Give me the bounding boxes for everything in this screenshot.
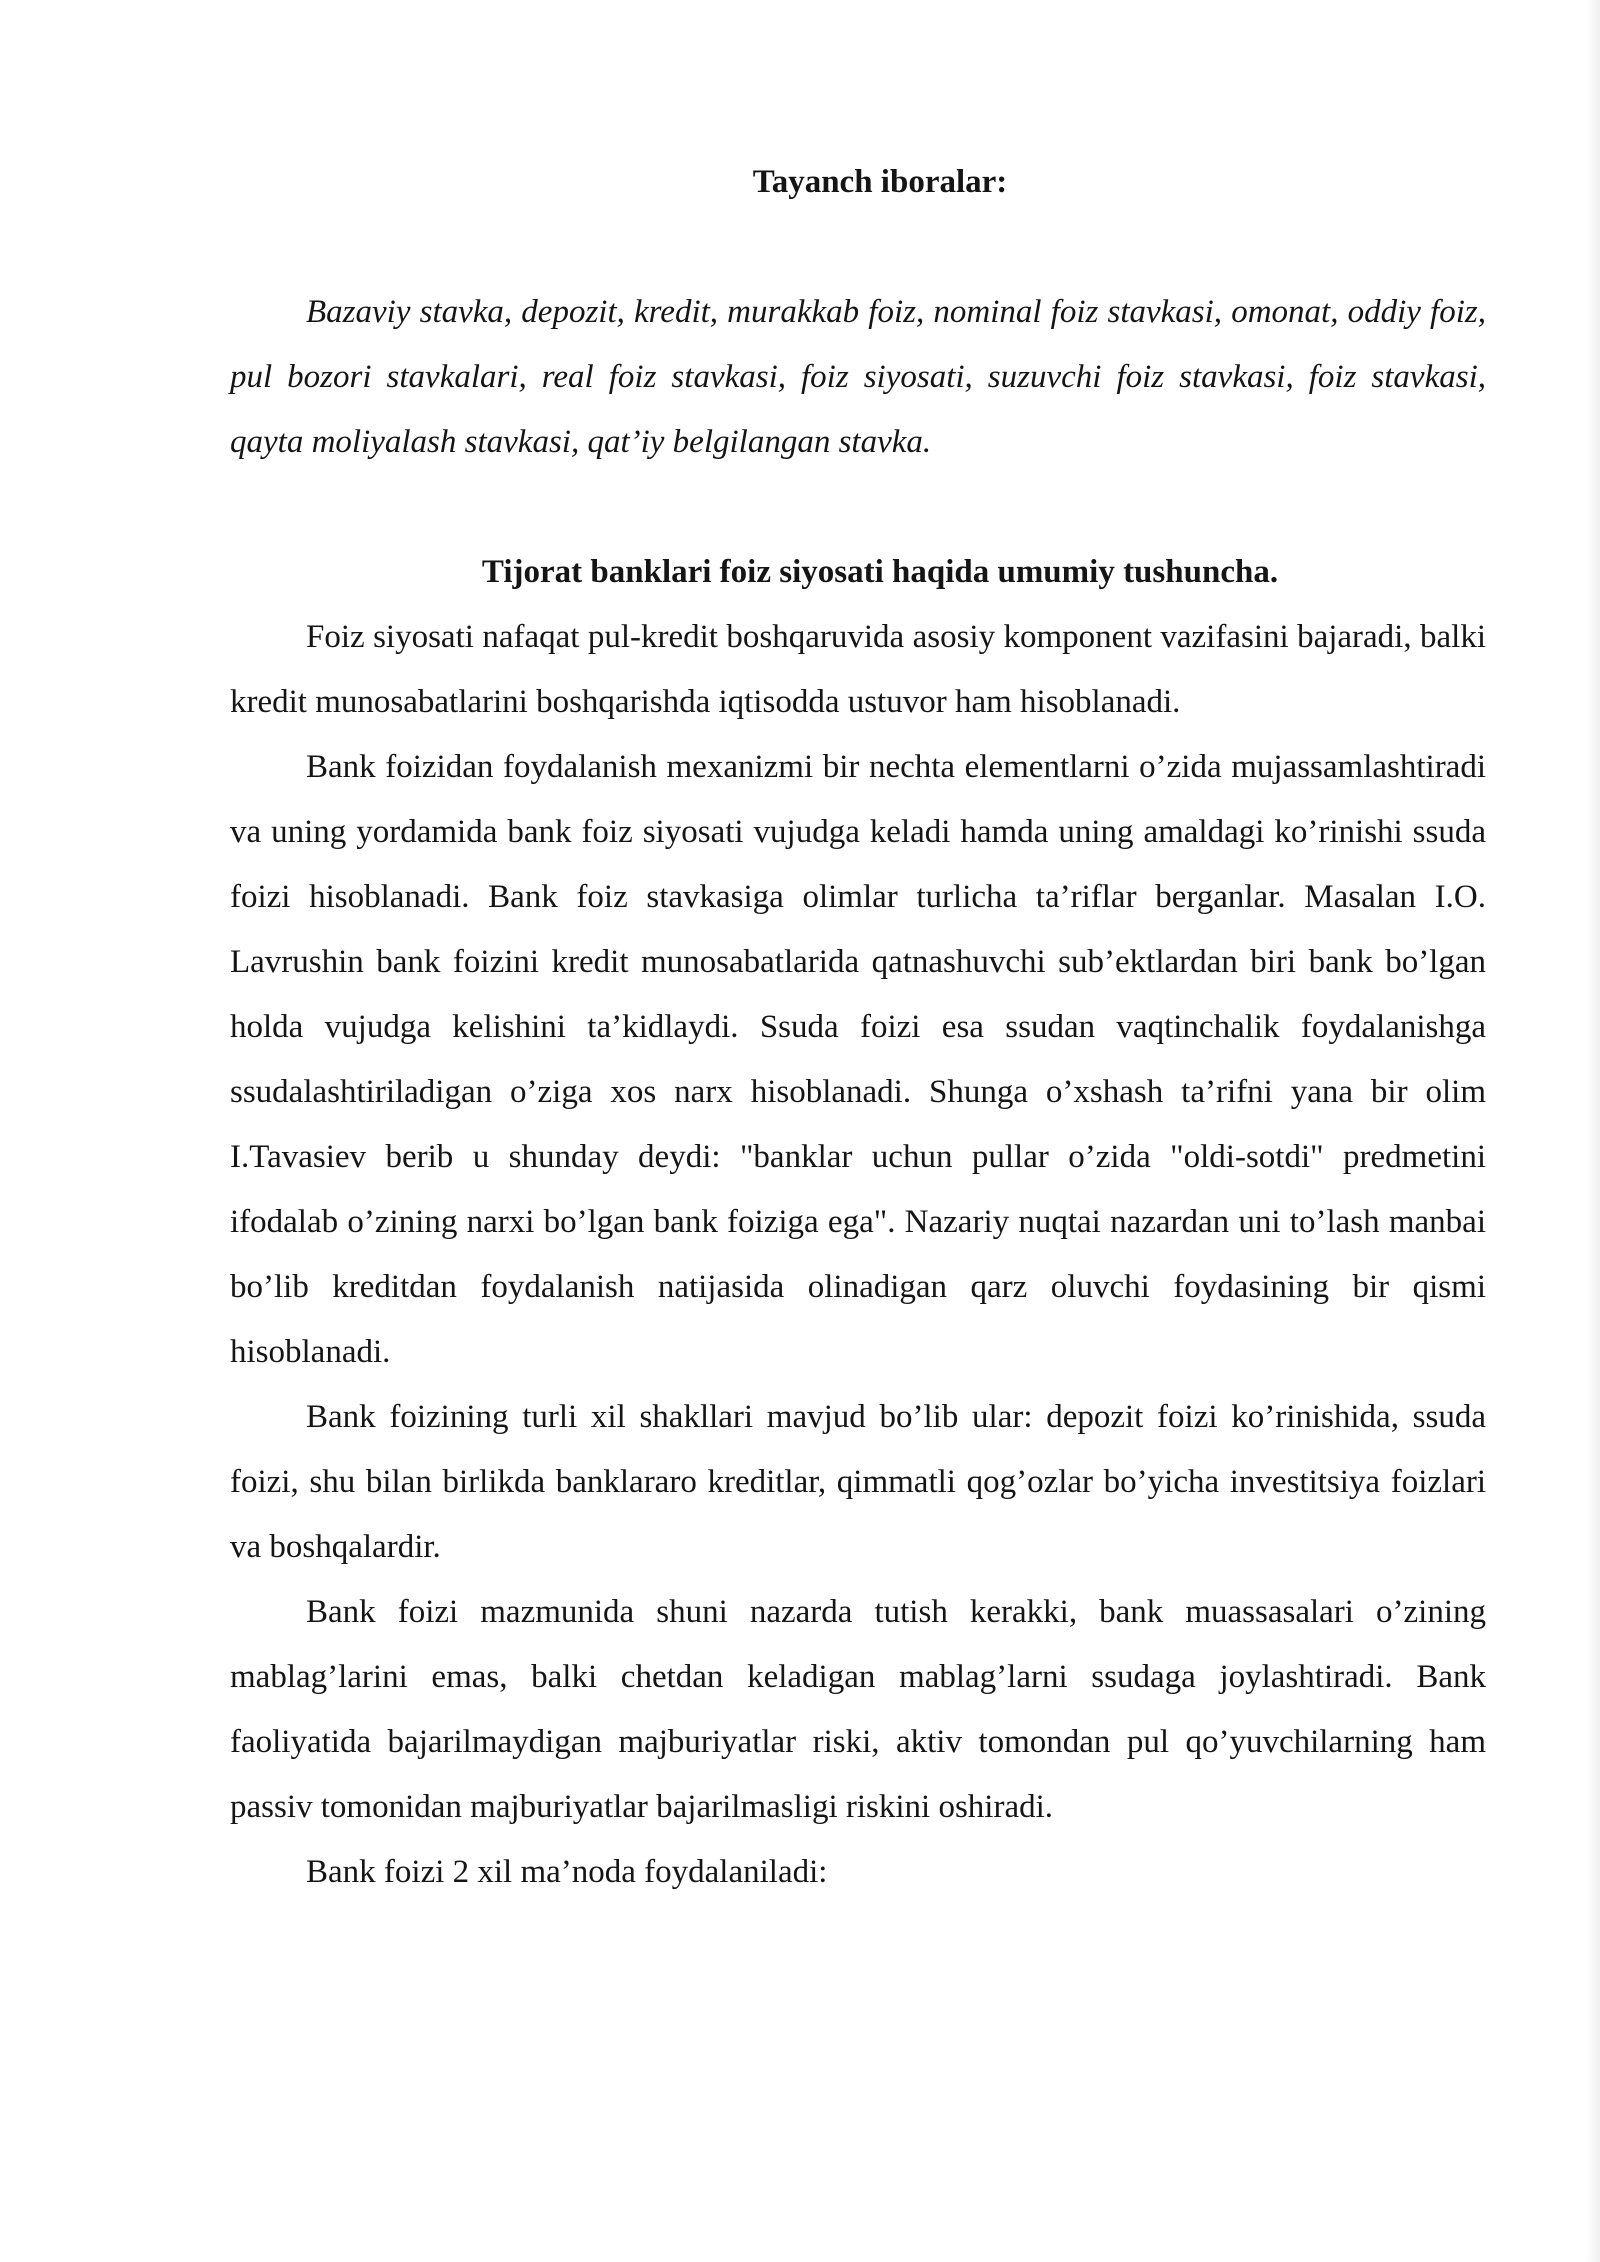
body-paragraph-1: Foiz siyosati nafaqat pul-kredit boshqaruvida asosiy komponent vazifasini bajaradi, balki kredit munosabatlarini boshqarishda iqtisodda ustuvor ham hisoblanadi.: [230, 619, 1486, 720]
section-title: Tijorat banklari foiz siyosati haqida umumiy tushuncha.: [481, 554, 1279, 590]
keywords-heading: Tayanch iboralar:: [752, 164, 1008, 200]
page-edge-shadow: [1586, 0, 1600, 2262]
body-paragraph-5: Bank foizi 2 xil ma’noda foydalaniladi:: [306, 1854, 828, 1890]
body-paragraph-3: Bank foizining turli xil shakllari mavjud bo’lib ular: depozit foizi ko’rinishida, ssuda foizi, shu bilan birlikda banklararo kreditlar, qimmatli qog’ozlar bo’yicha investitsiya foizlari va boshqalardir.: [230, 1399, 1486, 1565]
page-content: [230, 150, 1486, 1905]
body-paragraph-4: Bank foizi mazmunida shuni nazarda tutish kerakki, bank muassasalari o’zining mablag’larini emas, balki chetdan keladigan mablag’larni ssudaga joylashtiradi. Bank faoliyatida bajarilmaydigan majburiyatlar riski, aktiv tomondan pul qo’yuvchilarning ham passiv tomonidan majburiyatlar bajarilmasligi riskini oshiradi.: [230, 1594, 1486, 1825]
keywords-paragraph: Bazaviy stavka, depozit, kredit, murakkab foiz, nominal foiz stavkasi, omonat, oddiy foiz, pul bozori stavkalari, real foiz stavkasi, foiz siyosati, suzuvchi foiz stavkasi, foiz stavkasi, qayta moliyalash stavkasi, qat’iy belgilangan stavka.: [230, 294, 1486, 460]
body-paragraph-2: Bank foizidan foydalanish mexanizmi bir nechta elementlarni o’zida mujassamlashtiradi va uning yordamida bank foiz siyosati vujudga keladi hamda uning amaldagi ko’rinishi ssuda foizi hisoblanadi. Bank foiz stavkasiga olimlar turlicha ta’riflar berganlar. Masalan I.O. Lavrushin bank foizini kredit munosabatlarida qatnashuvchi sub’ektlardan biri bank bo’lgan holda vujudga kelishini ta’kidlaydi. Ssuda foizi esa ssudan vaqtinchalik foydalanishga ssudalashtiriladigan o’ziga xos narx hisoblanadi. Shunga o’xshash ta’rifni yana bir olim I.Tavasiev berib u shunday deydi: "banklar uchun pullar o’zida "oldi-sotdi" predmetini ifodalab o’zining narxi bo’lgan bank foiziga ega". Nazariy nuqtai nazardan uni to’lash manbai bo’lib kreditdan foydalanish natijasida olinadigan qarz oluvchi foydasining bir qismi hisoblanadi.: [230, 749, 1486, 1370]
